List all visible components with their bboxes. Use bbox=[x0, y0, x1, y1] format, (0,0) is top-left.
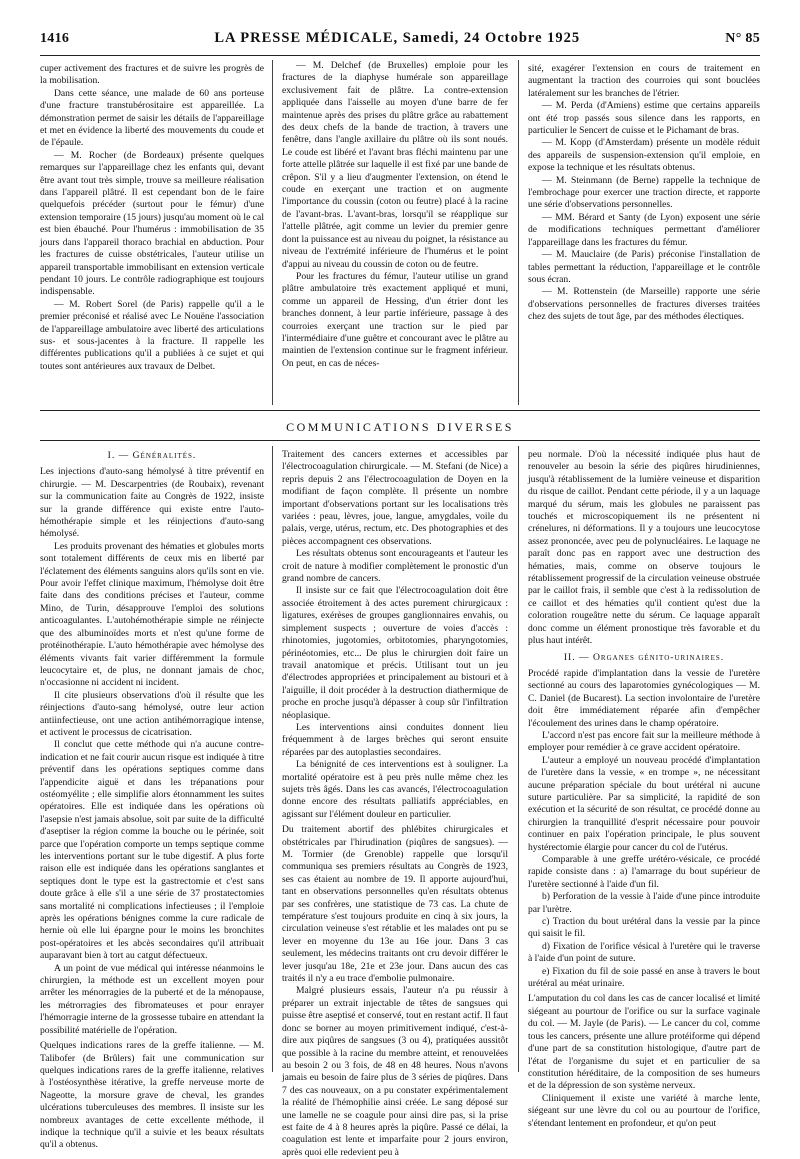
paragraph: Les résultats obtenus sont encourageants et l'auteur les croit de nature à modifier complètement le pronostic d'un grand nombre de cancers. bbox=[282, 548, 508, 585]
paragraph: Cliniquement il existe une variété à marche lente, siégeant sur une lèvre du col ou au pourtour de l'orifice, s'étendant lentement en profondeur, et qu'on peut bbox=[528, 1092, 760, 1129]
paragraph: Les injections d'auto-sang hémolysé à titre préventif en chirurgie. — M. Descarpentries (de Roubaix), revenant sur la communication faite au Congrès de 1922, insiste sur la grande différence qui existe entre l'auto-hémothérapie simple et les réinjections d'auto-sang hémolysé. bbox=[40, 466, 264, 540]
bottom-column-1 bbox=[40, 446, 264, 1151]
paragraph: Il insiste sur ce fait que l'électrocoagulation doit être associée étroitement à des actes purement chirurgicaux : ligatures, exérèses de groupes ganglionnaires envahis, ou simplement suspects ; ouverture de voies d'accès : rhinotomies, jugotomies, orbitotomies, pharyngotomies, périnéotomies, etc... De plus le chirurgien doit faire un travail anatomique et précis. Utilisant tout un jeu d'électrodes appropriées et principalement au bistouri et à l'aiguille, il doit procéder à la destruction diathermique de proche en proche jusqu'à dépasser à coup sûr l'infiltration néoplasique. bbox=[282, 585, 508, 721]
paragraph: Il conclut que cette méthode qui n'a aucune contre-indication et ne fait courir aucun risque est indiquée à titre préventif dans les opérations septiques comme dans l'appendicite aiguë et dans les trépanations pour ostéomyélite ; elle simplifie alors étonnamment les suites opératoires. Elle est indiquée dans les opérations où l'asepsie n'est jamais absolue, soit par suite de la difficulté d'aseptiser la région comme la bouche ou le périnée, soit parce que l'opération comporte un temps septique comme les interventions portant sur le tube digestif. A plus forte raison elle est indiquée dans les opérations sanglantes et septiques dont le type est la gastrectomie et c'est sans doute grâce à elle s'il a une série de 37 prostatectomies sans mortalité ni complications infectieuses ; il l'emploie après les opérations bénignes comme la cure radicale de hernie où elle lui épargne pour le moins les bronchites post-opératoires et les abcès secondaires qu'il attribuait auparavant bien à tort au catgut défectueux. bbox=[40, 739, 264, 962]
paragraph: d) Fixation de l'orifice vésical à l'uretère qui le traverse à l'aide d'un point de suture. bbox=[528, 940, 760, 965]
paragraph: cuper activement des fractures et de suivre les progrès de la mobilisation. bbox=[40, 63, 264, 87]
paragraph: — M. Delchef (de Bruxelles) emploie pour les fractures de la diaphyse humérale son appareillage exclusivement fait de plâtre. La contre-extension appliquée dans l'aisselle au moyen d'une barre de fer maintenue après des prises du plâtre grâce au rabattement des deux chefs de la bande de traction, à travers une fenêtre, dans l'angle axillaire du plâtre où ils sont noués. Le coude est libéré et l'avant bras fléchi maintenu par une forte attelle plâtrée sur laquelle il est fixé par une bande de crêpon. S'il y a lieu d'augmenter l'extension, on étend le coude en exerçant une traction et on augmente l'importance du coussin (coton ou feutre) placé à la racine de l'avant-bras. L'avant-bras, lorsqu'il se réapplique sur l'attelle plâtrée, agit comme un levier du premier genre dont la puissance est au niveau du poignet, la résistance au niveau de l'extrémité inférieure de l'humérus et le point d'appui au niveau du coussin de coton ou de feutre. bbox=[282, 60, 508, 270]
paragraph: Les interventions ainsi conduites donnent lieu fréquemment à de larges brèches qui seront ensuite réparées par des autoplasties secondaires. bbox=[282, 721, 508, 758]
paragraph: e) Fixation du fil de soie passé en anse à travers le bout urétéral au méat urinaire. bbox=[528, 965, 760, 990]
paragraph: Du traitement abortif des phlébites chirurgicales et obstétricales par l'hirudination (piqûres de sangsues). — M. Tormier (de Grenoble) rappelle que lorsqu'il communiqua ses premiers résultats au Congrès de 1923, ses cas étaient au nombre de 19. Il apporte aujourd'hui, tant en observations personnelles qu'en résultats obtenus par ses confrères, une statistique de 73 cas. La chute de température s'est toujours produite en cinq à six jours, la circulation veineuse s'est rétablie et les malades ont pu se lever en moyenne du 13e au 16e jour. Dans 3 cas seulement, les médecins traitants ont cru devoir différer le lever jusqu'au 18e, 21e et 23e jour. Dans aucun des cas traités il n'y a eu trace d'embolie pulmonaire. bbox=[282, 824, 508, 985]
paragraph: — M. Mauclaire (de Paris) préconise l'installation de tables permettant la réduction, l'appareillage et le contrôle sous écran. bbox=[528, 249, 760, 285]
column-divider bbox=[272, 446, 273, 1072]
bottom-column-3 bbox=[528, 446, 760, 1129]
section-rule-top bbox=[40, 410, 760, 411]
paragraph: La bénignité de ces interventions est à souligner. La mortalité opératoire est à peu près nulle même chez les sujets très âgés. Dans les cas avancés, l'électrocoagulation donne encore des résultats palliatifs appréciables, en agissant sur l'élément douleur en particulier. bbox=[282, 759, 508, 820]
page-number: 1416 bbox=[40, 31, 70, 46]
subsection-heading: I. — Généralités. bbox=[107, 450, 197, 461]
subsection-heading: II. — Organes génito-urinaires. bbox=[563, 651, 725, 663]
paragraph: Quelques indications rares de la greffe italienne. — M. Talibofer (de Brûlers) fait une communication sur quelques indications rares de la greffe italienne, relatives à l'ostéosynthèse itérative, la greffe nerveuse morte de Nageotte, la morsure grave de cheval, les grandes ulcérations tuberculeuses des membres. Il insiste sur les nombreux avantages de cette excellente méthode, il indique la technique qu'il a suivie et les beaux résultats qu'il a obtenus. bbox=[40, 1040, 264, 1151]
column-divider bbox=[518, 446, 519, 1072]
paragraph: — MM. Bérard et Santy (de Lyon) exposent une série de modifications techniques permettant d'améliorer l'appareillage dans les fractures du fémur. bbox=[528, 211, 760, 248]
paragraph: — M. Perda (d'Amiens) estime que certains appareils ont été trop passés sous silence dans les rapports, en particulier le Sencert de cuisse et le Pichamant de bras. bbox=[528, 100, 760, 137]
paragraph: Pour les fractures du fémur, l'auteur utilise un grand plâtre ambulatoire très exactement appliqué et muni, comme un appareil de Hessing, d'un étrier dont les branches donnent, à leur partie inférieure, passage à des courroies exerçant une traction sur le pied par l'intermédiaire d'une guêtre et concourant avec le plâtre au maintien de l'extension continue sur le fragment inférieur. On peut, en cas de néces- bbox=[282, 270, 508, 369]
masthead-rule bbox=[40, 55, 760, 56]
section-title: COMMUNICATIONS DIVERSES bbox=[286, 420, 514, 434]
section-rule-bottom bbox=[40, 440, 760, 441]
paragraph: L'accord n'est pas encore fait sur la meilleure méthode à employer pour remédier à ce grave accident opératoire. bbox=[528, 729, 760, 754]
paragraph: — M. Kopp (d'Amsterdam) présente un modèle réduit des appareils de suspension-extension qu'il emploie, en expose la technique et les résultats obtenus. bbox=[528, 137, 760, 174]
bottom-column-2 bbox=[282, 446, 508, 1158]
paragraph: L'amputation du col dans les cas de cancer localisé et limité siégeant au pourtour de l'orifice ou sur la surface vaginale du col. — M. Jayle (de Paris). — Le cancer du col, comme tous les cancers, présente une allure protéiforme qui dépend d'une part de sa constitution histologique, d'autre part de l'état de l'organisme du sujet et en particulier de sa constitution héréditaire, de la composition de ses humeurs et de la dépression de son système nerveux. bbox=[528, 993, 760, 1092]
paragraph: Malgré plusieurs essais, l'auteur n'a pu réussir à préparer un extrait injectable de têtes de sangsues qui puisse être aseptisé et conservé, tout en restant actif. Il faut donc se borner au moyen primitivement indiqué, c'est-à-dire aux piqûres de sangsues (3 ou 4), pratiquées aussitôt que possible à la racine du membre atteint, et renouvelées au besoin 2 ou 3 fois, de 48 en 48 heures. Nous n'avons jamais eu besoin de faire plus de 3 séries de piqûres. Dans 7 des cas nouveaux, on a pu constater expérimentalement la réalité de l'hémophilie ainsi créée. Le sang déposé sur une lamelle ne se coagule pour ainsi dire pas, si la prise est faite de 4 à 8 heures après la piqûre. Passé ce délai, la coagulation est lente et imparfaite pour 2 jours environ, après quoi elle redevient peu à bbox=[282, 985, 508, 1158]
paragraph: sité, exagérer l'extension en cours de traitement en augmentant la traction des courroies qui sont bouclées latéralement sur les branches de l'étrier. bbox=[528, 63, 760, 99]
paragraph: Dans cette séance, une malade de 60 ans porteuse d'une fracture transtubérositaire est appareillée. La démonstration permet de saisir les détails de l'appareillage et met en évidence la liberté des mouvements du coude et de l'épaule. bbox=[40, 87, 264, 149]
top-column-2 bbox=[282, 60, 508, 405]
paragraph: b) Perforation de la vessie à l'aide d'une pince introduite par l'urètre. bbox=[528, 891, 760, 915]
paragraph: Comparable à une greffe urétéro-vésicale, ce procédé rapide consiste dans : a) l'amarrage du bout supérieur de l'uretère sectionné à l'aide d'un fil. bbox=[528, 854, 760, 890]
paragraph: Traitement des cancers externes et accessibles par l'électrocoagulation chirurgicale. — M. Stefani (de Nice) a repris depuis 2 ans l'électrocoagulation de Doyen en la modifiant de façon complète. Il présente un nombre important d'observations portant sur les localisations très variées : peau, lèvres, joue, langue, amygdales, voile du palais, verge, utérus, rectum, etc. Des photographies et des pièces accompagnent ces observations. bbox=[282, 449, 508, 547]
journal-title: LA PRESSE MÉDICALE, Samedi, 24 Octobre 1925 bbox=[214, 30, 581, 46]
paragraph: c) Traction du bout urétéral dans la vessie par la pince qui saisit le fil. bbox=[528, 916, 760, 940]
paragraph: Il cite plusieurs observations d'où il résulte que les réinjections d'auto-sang hémolysé, outre leur action antiinfectieuse, ont une action antihémorragique intense, et activent le processus de cicatrisation. bbox=[40, 689, 264, 738]
paragraph: — M. Steinmann (de Berne) rappelle la technique de l'embrochage pour exercer une traction directe, et rapporte une série d'observations personnelles. bbox=[528, 174, 760, 211]
paragraph: L'auteur a employé un nouveau procédé d'implantation de l'uretère dans la vessie, « en trompe », ne nécessitant aucune préparation spéciale du bout urétéral ni aucune suture particulière. Par sa simplicité, la rapidité de son exécution et la sécurité de son résultat, ce procédé donne au chirurgien la tranquillité d'esprit nécessaire pour pouvoir continuer en paix l'opération principale, le plus souvent hystérectomie élargie pour cancer du col de l'utérus. bbox=[528, 754, 760, 853]
issue-number: N° 85 bbox=[725, 31, 760, 46]
paragraph: — M. Robert Sorel (de Paris) rappelle qu'il a le premier préconisé et réalisé avec Le Nouëne l'association de l'appareillage ambulatoire avec liberté des articulations sus- et sous-jacentes à la fracture. Il rappelle les différentes publications qu'il a publiées à ce sujet et qui toutes sont antérieures aux travaux de Delbet. bbox=[40, 298, 264, 372]
paragraph: — M. Rocher (de Bordeaux) présente quelques remarques sur l'appareillage chez les enfants qui, devant être avant tout très simple, trouve sa meilleure réalisation dans l'appareil plâtré. Il est cependant bon de le faire quelquefois précéder (surtout pour le fémur) d'une extension temporaire (15 jours) jusqu'au moment où le cal est bien ébauché. Pour l'humérus : immobilisation de 35 jours dans l'appareil thoraco brachial en abduction. Pour les fractures de cuisse obstétricales, l'auteur utilise un appareil transportable immobilisant en extension verticale pendant 10 jours. Le contrôle radiographique est toujours indispensable. bbox=[40, 149, 264, 298]
paragraph: Procédé rapide d'implantation dans la vessie de l'uretère sectionné au cours des laparotomies gynécologiques — M. C. Daniel (de Bucarest). La section involontaire de l'uretère doit être immédiatement réparée afin d'empêcher l'écoulement des urines dans le champ opératoire. bbox=[528, 667, 760, 729]
column-divider bbox=[518, 60, 519, 405]
masthead bbox=[40, 30, 760, 52]
top-column-3 bbox=[528, 60, 760, 405]
paragraph: A un point de vue médical qui intéresse néanmoins le chirurgien, la méthode est un excellent moyen pour arrêter les ménorragies de la puberté et de la ménopause, les métrorragies des fibromateuses et pour enrayer l'hémorragie interne de la grossesse tubaire en attendant la possibilité matérielle de l'opération. bbox=[40, 962, 264, 1036]
column-divider bbox=[272, 60, 273, 405]
paragraph: — M. Rottenstein (de Marseille) rapporte une série d'observations personnelles de fractures diverses traitées chez des sujets de tout âge, par des méthodes électiques. bbox=[528, 286, 760, 323]
top-column-1 bbox=[40, 60, 264, 405]
paragraph: peu normale. D'où la nécessité indiquée plus haut de renouveler au besoin la série des piqûres hirudiniennes, jusqu'à rétablissement de la lumière veineuse et disparition du risque de caillot. Pendant cette période, il y a un laquage marqué du sérum, mais les globules ne paraissent pas touchés et microscopiquement ils ne présentent ni crénelures, ni déformations. Il y a toujours une leucocytose assez prononcée, avec peu de polynucléaires. Le laquage ne paraît donc pas en rapport avec une destruction des hématies, mais, comme on observe toujours le rétablissement progressif de la circulation veineuse obstruée par le caillot frais, il semble que c'est à la redissolution de ce caillot et des hématies qu'il contient qu'est due la coloration rougeâtre nette du sérum. Ce laquage apparaît donc comme un élément pronostique très favorable et du plus haut intérêt. bbox=[528, 449, 760, 647]
paragraph: Les produits provenant des hématies et globules morts sont totalement différents de ceux mis en liberté par l'éclatement des éléments sanguins alors qu'ils sont en vie. Pour avoir l'effet clinique maximum, l'hémolyse doit être faite dans des conditions précises et l'auteur, comme Mino, de Turin, désapprouve l'emploi des solutions anticoagulantes. L'autohémothérapie simple ne réinjecte que des albuminoïdes morts et n'est qu'une forme de protéinothérapie. L'auto hémothérapie avec hémolyse des éléments vivants fait varier différemment la formule leucocytaire et, de plus, ne donnant jamais de choc, n'occasionne ni accident ni incident. bbox=[40, 540, 264, 689]
